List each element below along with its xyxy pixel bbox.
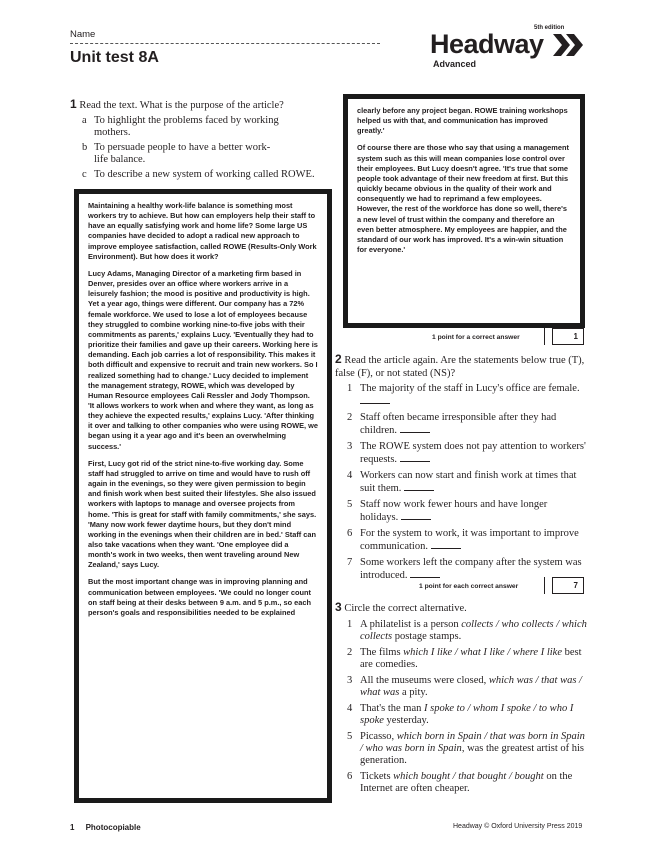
item-text: All the museums were closed, — [360, 675, 489, 686]
footer-copyright: Headway © Oxford University Press 2019 — [453, 823, 583, 830]
item-text: , was the greatest artist of his generation. — [360, 743, 584, 766]
answer-blank[interactable] — [360, 395, 390, 404]
q3-item — [347, 703, 587, 727]
item-alternatives[interactable]: which born in Spain / that was born in Spain / who was born in Spain — [360, 731, 585, 754]
q2-prompt — [335, 353, 590, 380]
item-text: Staff now work fewer hours and have longer holidays. — [360, 499, 548, 523]
logo-word: Headway — [430, 29, 544, 59]
q2-item — [347, 499, 587, 524]
q2-prompt-text: Read the article again. Are the statements below true (T), false (F), or not stated (NS)? — [335, 355, 585, 379]
q1-score-label: 1 point for a correct answer — [432, 334, 520, 341]
q2-number: 2 — [335, 352, 342, 366]
answer-blank[interactable] — [401, 511, 431, 520]
item-text: a pity. — [399, 687, 428, 698]
q3-number: 3 — [335, 600, 342, 614]
q1-number: 1 — [70, 97, 77, 111]
article-box-left — [74, 189, 332, 803]
q3-item — [347, 675, 587, 699]
q2-item — [347, 528, 587, 553]
answer-blank[interactable] — [400, 453, 430, 462]
item-alternatives[interactable]: which I like / what I like / where I like — [403, 647, 562, 658]
answer-blank[interactable] — [404, 482, 434, 491]
item-text: The films — [360, 647, 404, 658]
answer-blank[interactable] — [431, 540, 461, 549]
item-alternatives[interactable]: which bought / that bought / bought — [393, 771, 544, 782]
item-number: 6 — [347, 528, 353, 539]
q1-prompt-text: Read the text. What is the purpose of the article? — [79, 100, 284, 111]
option-text: To persuade people to have a better work-life balance. — [94, 142, 271, 165]
unit-title: Unit test 8A — [70, 49, 159, 66]
item-alternatives[interactable]: which was / that was / what was — [360, 675, 582, 698]
item-number: 1 — [347, 619, 353, 630]
page-label: Photocopiable — [85, 823, 141, 832]
article-paragraph: Of course there are those who say that using a management system such as this will mean companies lose control over their employees. But Lucy doesn't agree. 'It's true that some people took advantage of their new freedom at first. But this quickly became obvious in the quality of their work and consequently we had to reprimand a few employees. However, the rest of the workforce has done so well, there's a new level of trust within the company and therefore an even better atmosphere. My employees are happier, and the standard of our work has improved. It's a win-win situation for everyone.' — [357, 143, 569, 255]
item-text: yesterday. — [383, 715, 429, 726]
option-letter: c — [82, 169, 87, 180]
q3-prompt — [335, 601, 590, 615]
name-label: Name — [70, 29, 96, 40]
item-number: 3 — [347, 441, 353, 452]
page-number: 1 — [70, 823, 75, 832]
option-letter: b — [82, 142, 88, 153]
q3-item — [347, 647, 587, 671]
double-chevron-icon — [553, 34, 585, 56]
item-text: A philatelist is a person — [360, 619, 462, 630]
answer-blank[interactable] — [400, 424, 430, 433]
q2-score-label: 1 point for each correct answer — [419, 583, 519, 590]
article-paragraph: First, Lucy got rid of the strict nine-to-five working day. Some staff had struggled to arrive on time and would have to rush off again in the evenings, so they were given permission to begin and finish work when best suited their lifestyles. She also issued workers with laptops to manage and oversee projects from home. 'This is great for staff with family commitments,' she says. 'Many now work fewer daytime hours, but they don't mind working in the evenings when their children are in bed.' Staff can also take vacations when they want. 'One employee did a month's work in two weeks, then went traveling around New Zealand,' says Lucy. — [88, 458, 317, 570]
q2-item — [347, 441, 587, 466]
q3-prompt-text: Circle the correct alternative. — [344, 603, 467, 614]
article-box-right — [343, 94, 585, 328]
item-number: 2 — [347, 647, 353, 658]
item-text: Workers can now start and finish work at times that suit them. — [360, 470, 577, 494]
article-paragraph: Maintaining a healthy work-life balance is something most workers try to achieve. But how can employers help their staff to have an equally satisfying work and home life? Some large US companies have decided to adopt a radical new approach to improve employee satisfaction, called ROWE (Results-Only Work Environment). But how does it work? — [88, 201, 317, 261]
item-text: For the system to work, it was important to improve communication. — [360, 528, 579, 552]
item-text: on the Internet are often cheaper. — [360, 771, 573, 794]
q3-item — [347, 619, 587, 643]
option-text: To highlight the problems faced by working mothers. — [94, 115, 279, 138]
item-alternatives[interactable]: collects / who collects / which collects — [360, 619, 587, 642]
name-line[interactable] — [70, 43, 380, 44]
item-number: 1 — [347, 383, 353, 394]
q2-score-box[interactable]: 7 — [552, 577, 584, 594]
q1-options — [82, 115, 332, 181]
logo-edition: 5th edition — [534, 25, 565, 31]
item-text: Some workers left the company after the system was introduced. — [360, 557, 582, 581]
option-letter: a — [82, 115, 87, 126]
item-alternatives[interactable]: I spoke to / whom I spoke / to who I spoke — [360, 703, 574, 726]
q1-score-box[interactable]: 1 — [552, 328, 584, 345]
q1-prompt — [70, 98, 330, 112]
q1-option-b[interactable] — [82, 142, 332, 166]
article-paragraph: But the most important change was in improving planning and communication between employees. 'We could no longer count on staff being at their desks between 9 a.m. and 5 p.m., so each person's goals and responsibilities needed to be explained — [88, 577, 312, 617]
article-paragraph: Lucy Adams, Managing Director of a marketing firm based in Denver, presides over an office where workers arrive in a leisurely fashion; the mood is positive and productivity is high. Yet a year ago, things were different. Our company has a 72% female workforce. We used to lose a lot of employees because they struggled to combine working nine-to-five jobs with their commitments as parents,' explains Lucy. 'Eventually they had to prioritize their families and gave up their careers. Working here is demanding. Each job carries a lot of responsibility. This makes it both difficult and expensive to recruit and train new workers. So I realized something had to change.' Lucy decided to implement the management strategy, ROWE, which was developed by Human Resource employees Cali Ressler and Jody Thompson. 'It allows workers to work when and where they want, as long as they achieve the expected results,' explains Lucy. 'After thinking it over and talking to other companies who were using ROWE, we began using it a year ago and it's been an overwhelming success.' — [88, 268, 318, 451]
item-number: 5 — [347, 731, 353, 742]
item-number: 4 — [347, 470, 353, 481]
q1-option-c[interactable] — [82, 169, 332, 181]
footer-page — [70, 823, 141, 832]
item-text: Picasso, — [360, 731, 397, 742]
q2-item — [347, 412, 587, 437]
item-number: 3 — [347, 675, 353, 686]
item-text: The majority of the staff in Lucy's office are female. — [360, 383, 580, 394]
q2-item — [347, 470, 587, 495]
item-text: The ROWE system does not pay attention to workers' requests. — [360, 441, 586, 465]
item-number: 4 — [347, 703, 353, 714]
item-text: best are comedies. — [360, 647, 582, 670]
q2-item — [347, 383, 587, 408]
q1-option-a[interactable] — [82, 115, 332, 139]
q2-item — [347, 557, 587, 582]
item-text: Staff often became irresponsible after they had children. — [360, 412, 557, 436]
item-number: 6 — [347, 771, 353, 782]
score-separator — [544, 577, 545, 594]
q3-items — [347, 619, 587, 795]
q3-item — [347, 771, 587, 795]
item-number: 5 — [347, 499, 353, 510]
article-paragraph: clearly before any project began. ROWE training workshops helped us with that, and communication has improved greatly.' — [357, 106, 568, 136]
item-text: Tickets — [360, 771, 394, 782]
q3-item — [347, 731, 587, 767]
headway-logo — [430, 25, 600, 75]
logo-level: Advanced — [433, 59, 477, 69]
answer-blank[interactable] — [410, 569, 440, 578]
item-number: 2 — [347, 412, 353, 423]
q2-items — [347, 383, 587, 582]
option-text: To describe a new system of working called ROWE. — [94, 169, 315, 180]
item-text: That's the man — [360, 703, 424, 714]
score-separator — [544, 328, 545, 345]
item-text: postage stamps. — [392, 631, 462, 642]
item-number: 7 — [347, 557, 353, 568]
